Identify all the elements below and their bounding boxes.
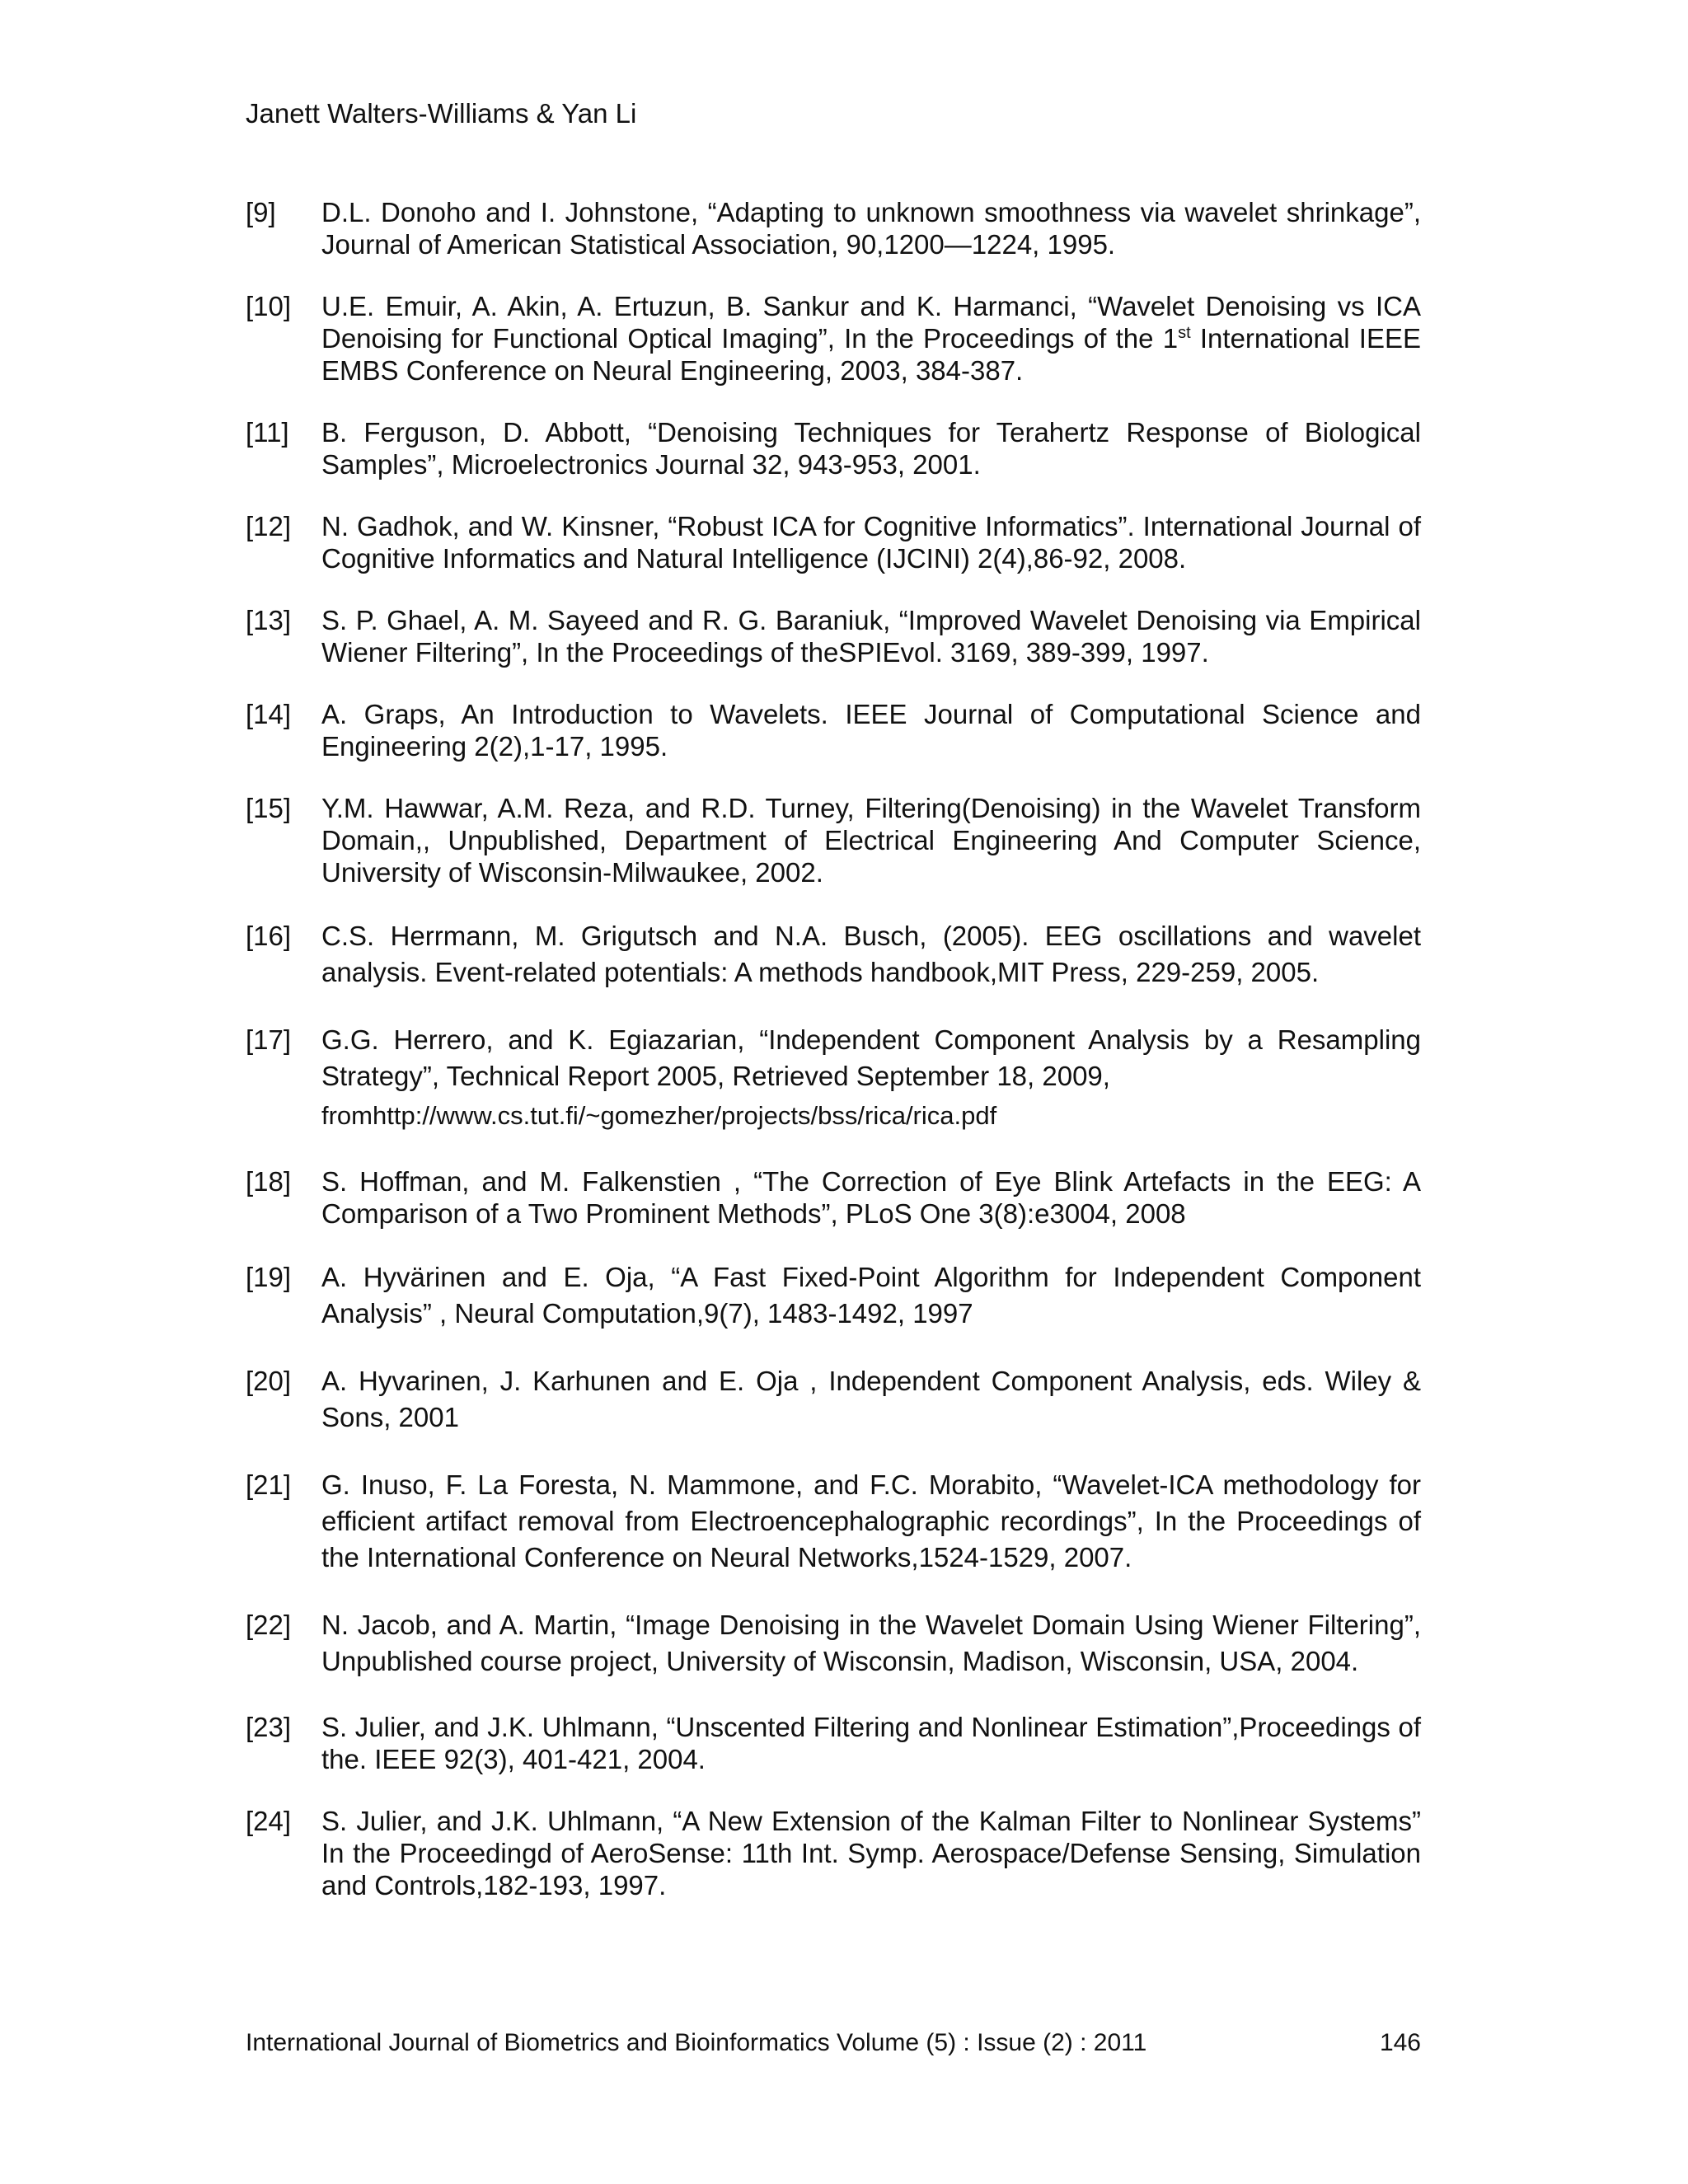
reference-item (246, 1805, 1421, 1901)
reference-number: [17] (246, 1024, 292, 1055)
reference-text: A. Hyvarinen, J. Karhunen and E. Oja , Independent Component Analysis, eds. Wiley & Sons, 2001 (321, 1366, 1421, 1432)
reference-item (246, 918, 1421, 991)
reference-item (246, 1711, 1421, 1775)
reference-text-after-superscript: International IEEE EMBS Conference on Neural Engineering, 2003, 384-387. (321, 323, 1421, 386)
reference-item (246, 1607, 1421, 1680)
reference-item (246, 1363, 1421, 1436)
ordinal-superscript: st (1178, 324, 1191, 342)
reference-item (246, 290, 1421, 387)
reference-number: [16] (246, 921, 292, 951)
reference-text: G.G. Herrero, and K. Egiazarian, “Independent Component Analysis by a Resampling Strategy”, Technical Report 2005, Retrieved September 18, 2009, (321, 1024, 1421, 1091)
reference-number: [9] (246, 197, 276, 227)
reference-text: N. Gadhok, and W. Kinsner, “Robust ICA for Cognitive Informatics”. International Journal of Cognitive Informatics and Natural Intelligence (IJCINI) 2(4),86-92, 2008. (321, 511, 1421, 574)
reference-number: [10] (246, 291, 292, 321)
reference-number: [23] (246, 1712, 292, 1742)
reference-number: [13] (246, 605, 292, 635)
reference-text: C.S. Herrmann, M. Grigutsch and N.A. Busch, (2005). EEG oscillations and wavelet analysis. Event-related potentials: A methods handbook,MIT Press, 229-259, 2005. (321, 921, 1421, 987)
reference-number: [15] (246, 793, 292, 823)
reference-number: [20] (246, 1366, 292, 1396)
reference-text: S. Julier, and J.K. Uhlmann, “Unscented Filtering and Nonlinear Estimation”,Proceedings of the. IEEE 92(3), 401-421, 2004. (321, 1712, 1421, 1774)
reference-text: S. Hoffman, and M. Falkenstien , “The Correction of Eye Blink Artefacts in the EEG: A Comparison of a Two Prominent Methods”, PLoS One 3(8):e3004, 2008 (321, 1166, 1421, 1229)
reference-text (321, 291, 1421, 386)
reference-text: S. P. Ghael, A. M. Sayeed and R. G. Baraniuk, “Improved Wavelet Denoising via Empirical Wiener Filtering”, In the Proceedings of theSPIEvol. 3169, 389-399, 1997. (321, 605, 1421, 668)
reference-item (246, 510, 1421, 574)
reference-text: S. Julier, and J.K. Uhlmann, “A New Extension of the Kalman Filter to Nonlinear Systems” In the Proceedingd of AeroSense: 11th Int. Symp. Aerospace/Defense Sensing, Simulation and Controls,182-193, 1997. (321, 1806, 1421, 1900)
reference-number: [22] (246, 1610, 292, 1640)
reference-item (246, 416, 1421, 480)
reference-url: fromhttp://www.cs.tut.fi/~gomezher/projects/bss/rica/rica.pdf (321, 1101, 997, 1130)
reference-text: G. Inuso, F. La Foresta, N. Mammone, and F.C. Morabito, “Wavelet-ICA methodology for efficient artifact removal from Electroencephalographic recordings”, In the Proceedings of the International Conference on Neural Networks,1524-1529, 2007. (321, 1469, 1421, 1572)
reference-item (246, 1022, 1421, 1134)
reference-text: N. Jacob, and A. Martin, “Image Denoising in the Wavelet Domain Using Wiener Filtering”, Unpublished course project, University of Wisconsin, Madison, Wisconsin, USA, 2004. (321, 1610, 1421, 1676)
reference-number: [21] (246, 1469, 292, 1500)
reference-number: [14] (246, 699, 292, 729)
reference-text-before-superscript: U.E. Emuir, A. Akin, A. Ertuzun, B. Sankur and K. Harmanci, “Wavelet Denoising vs ICA Denoising for Functional Optical Imaging”, In the Proceedings of the 1 (321, 291, 1421, 354)
reference-item (246, 1467, 1421, 1576)
reference-list (246, 196, 1421, 1931)
reference-item (246, 698, 1421, 762)
page-number: 146 (1379, 2029, 1421, 2056)
reference-number: [18] (246, 1166, 292, 1197)
reference-number: [24] (246, 1806, 292, 1836)
reference-item (246, 1259, 1421, 1332)
reference-text: B. Ferguson, D. Abbott, “Denoising Techniques for Terahertz Response of Biological Samples”, Microelectronics Journal 32, 943-953, 2001. (321, 417, 1421, 480)
reference-text: A. Graps, An Introduction to Wavelets. IEEE Journal of Computational Science and Engineering 2(2),1-17, 1995. (321, 699, 1421, 762)
reference-number: [11] (246, 417, 289, 448)
reference-text: D.L. Donoho and I. Johnstone, “Adapting to unknown smoothness via wavelet shrinkage”, Journal of American Statistical Association, 90,1200—1224, 1995. (321, 197, 1421, 260)
reference-text: Y.M. Hawwar, A.M. Reza, and R.D. Turney, Filtering(Denoising) in the Wavelet Transform Domain,, Unpublished, Department of Electrical Engineering And Computer Science, University of Wisconsin-Milwaukee, 2002. (321, 793, 1421, 888)
reference-item (246, 1165, 1421, 1230)
footer-journal: International Journal of Biometrics and Bioinformatics Volume (5) : Issue (2) : 2011 (246, 2029, 1147, 2056)
reference-number: [19] (246, 1262, 292, 1292)
reference-number: [12] (246, 511, 292, 541)
reference-text: A. Hyvärinen and E. Oja, “A Fast Fixed-Point Algorithm for Independent Component Analysis” , Neural Computation,9(7), 1483-1492, 1997 (321, 1262, 1421, 1329)
running-header: Janett Walters-Williams & Yan Li (246, 98, 637, 129)
reference-item (246, 196, 1421, 260)
reference-item (246, 604, 1421, 668)
reference-item (246, 792, 1421, 888)
